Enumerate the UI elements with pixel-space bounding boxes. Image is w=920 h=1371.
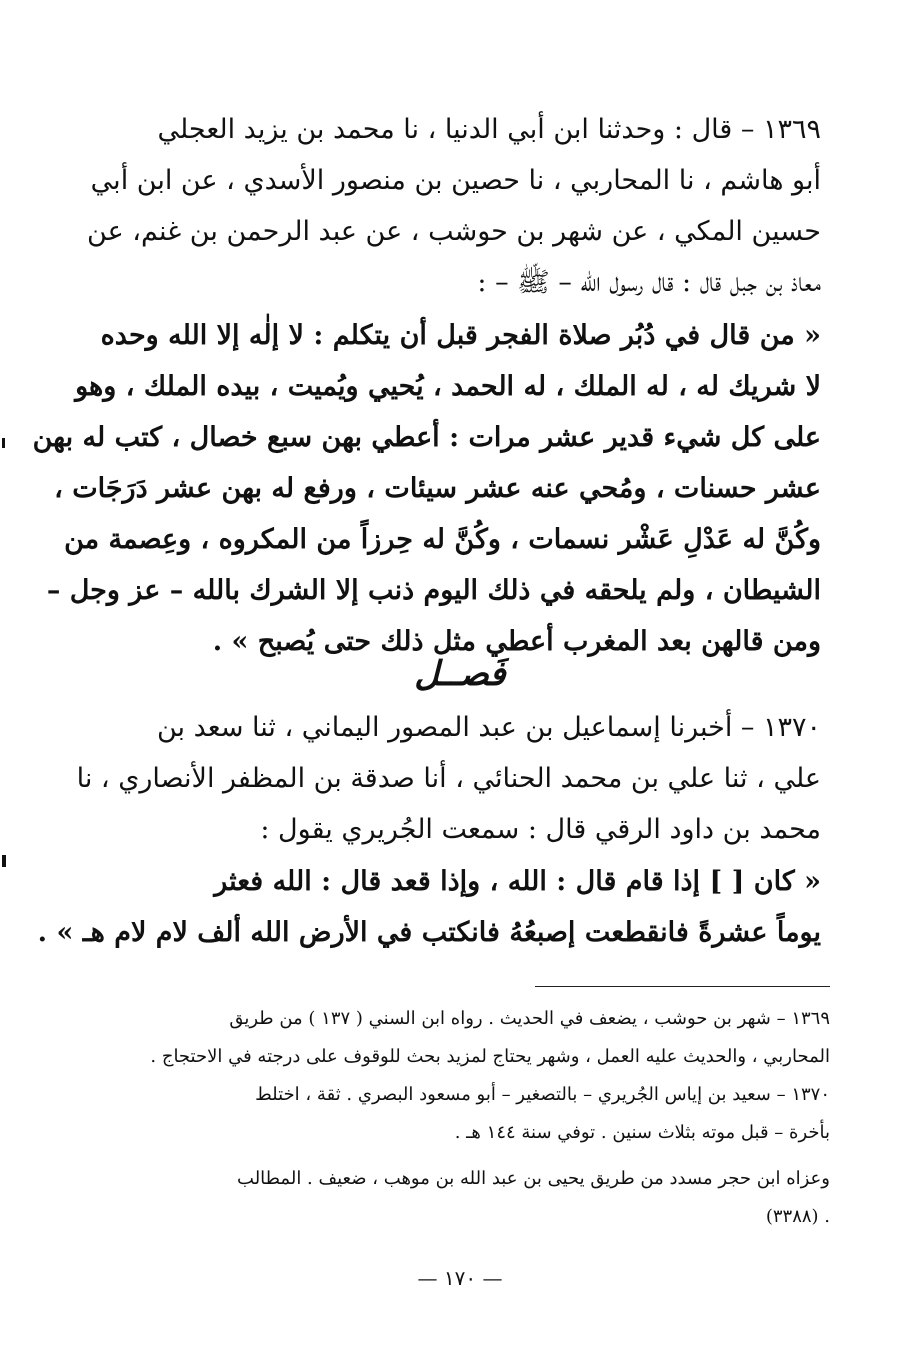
text-line: معاذ بن جبل قال : قال رسول الله – ﷺ – : [477,267,821,298]
quote-line: على كل شيء قدير عشر مرات : أعطي بهن سبع خصال ، كتب له بهن [32,422,821,453]
footnote-line: وعزاه ابن حجر مسدد من طريق يحيى بن عبد الله بن موهب ، ضعيف . المطالب [237,1168,830,1189]
hadith-1370-isnad [76,702,821,855]
page-number: — ١٧٠ — [417,1266,503,1290]
footnote-line: بأخرة – قبل موته بثلاث سنين . توفي سنة ١٤٤ هـ . [454,1122,830,1143]
section-heading: فَصــل [414,654,506,694]
hadith-1369-isnad [87,104,821,308]
hadith-1370-text [37,856,821,958]
scan-speck [2,855,6,867]
quote-line: يوماً عشرةً فانقطعت إصبعُهُ فانكتب في الأرض الله ألف لام لام هـ » . [37,917,821,948]
quote-line: لا شريك له ، له الملك ، له الحمد ، يُحيي ويُميت ، بيده الملك ، وهو [75,371,821,402]
text-line: ١٣٦٩ – قال : وحدثنا ابن أبي الدنيا ، نا محمد بن يزيد العجلي [157,114,821,145]
text-line: حسين المكي ، عن شهر بن حوشب ، عن عبد الرحمن بن غنم، عن [87,216,821,247]
footnote-separator [535,986,830,987]
footnote-line: . (٣٣٨٨) [765,1206,830,1227]
scan-speck [2,438,5,448]
footnote-line: المحاربي ، والحديث عليه العمل ، وشهر يحتاج لمزيد بحث للوقوف على درجته في الاحتجاج . [150,1046,830,1067]
quote-line: « من قال في دُبُر صلاة الفجر قبل أن يتكلم : لا إلٰه إلا الله وحده [100,320,821,351]
quote-line: « كان [ ] إذا قام قال : الله ، وإذا قعد قال : الله فعثر [214,866,821,897]
footnote-line: ١٣٦٩ – شهر بن حوشب ، يضعف في الحديث . رواه ابن السني ( ١٣٧ ) من طريق [229,1008,830,1029]
quote-line: وكُنَّ له عَدْلِ عَشْر نسمات ، وكُنَّ له حِرزاً من المكروه ، وعِصمة من [64,524,821,555]
hadith-1369-text [32,310,821,667]
quote-line: ومن قالهن بعد المغرب أعطي مثل ذلك حتى يُصبح » . [212,626,821,657]
text-line: ١٣٧٠ – أخبرنا إسماعيل بن عبد المصور اليماني ، ثنا سعد بن [156,712,821,743]
text-line: محمد بن داود الرقي قال : سمعت الجُريري يقول : [260,814,821,845]
quote-line: عشر حسنات ، ومُحي عنه عشر سيئات ، ورفع له بهن عشر دَرَجَات ، [54,473,821,504]
footnote-line: ١٣٧٠ – سعيد بن إياس الجُريري – بالتصغير – أبو مسعود البصري . ثقة ، اختلط [255,1084,830,1105]
quote-line: الشيطان ، ولم يلحقه في ذلك اليوم ذنب إلا الشرك بالله – عز وجل – [46,575,821,606]
text-line: علي ، ثنا علي بن محمد الحنائي ، أنا صدقة بن المظفر الأنصاري ، نا [76,763,821,794]
footnotes [80,1000,830,1236]
text-line: أبو هاشم ، نا المحاربي ، نا حصين بن منصور الأسدي ، عن ابن أبي [90,165,821,196]
